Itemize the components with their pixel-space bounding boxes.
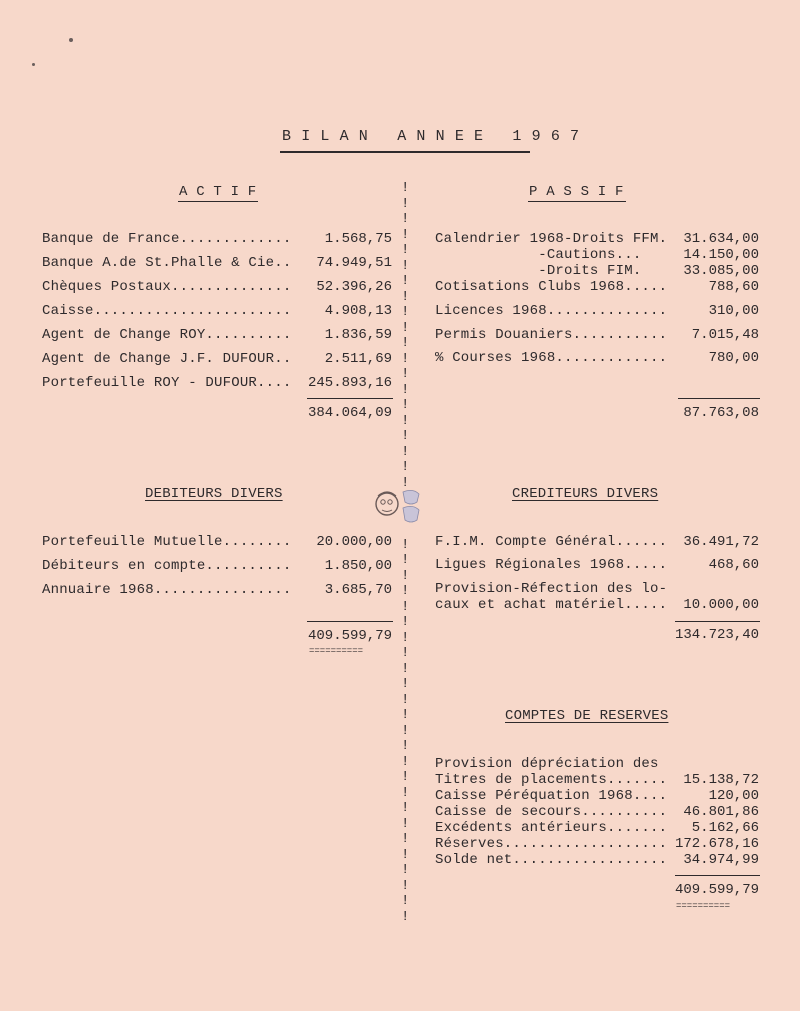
divider-mark: ! [401, 846, 410, 863]
divider-mark: ! [401, 242, 410, 258]
divider-mark: ! [401, 428, 410, 444]
divider-mark: ! [401, 350, 410, 367]
reserves-item-label: Excédents antérieurs....... [435, 820, 668, 836]
divider-mark: ! [401, 769, 410, 785]
divider-mark: ! [401, 443, 410, 460]
divider-mark: ! [401, 908, 410, 925]
divider-mark: ! [401, 691, 410, 708]
actif-item-label: Caisse....................... [42, 303, 292, 319]
divider-mark: ! [401, 257, 410, 274]
passif-item-label: Permis Douaniers........... [435, 327, 668, 343]
divider-mark: ! [401, 877, 410, 894]
passif-total-rule [678, 398, 760, 399]
divider-mark: ! [401, 893, 410, 909]
divider-mark: ! [401, 676, 410, 692]
debiteurs-heading: DEBITEURS DIVERS [145, 486, 283, 502]
divider-mark: ! [401, 815, 410, 832]
reserves-item-amount: 34.974,99 [683, 852, 759, 868]
passif-item-label: Cotisations Clubs 1968..... [435, 279, 668, 295]
divider-mark: ! [401, 645, 410, 661]
crediteurs-item-amount: 36.491,72 [683, 534, 759, 550]
collector-stamp-icon [373, 486, 427, 526]
divider-mark: ! [401, 412, 410, 429]
crediteurs-item-amount: 468,60 [708, 557, 759, 573]
passif-item-amount: 788,60 [708, 279, 759, 295]
divider-mark: ! [401, 474, 410, 491]
divider-mark: ! [401, 707, 410, 723]
divider-mark: ! [401, 273, 410, 289]
reserves-item-label: Caisse de secours.......... [435, 804, 668, 820]
document-title: B I L A N A N N E E 1 9 6 7 [282, 128, 580, 145]
passif-item-amount: 7.015,48 [691, 327, 759, 343]
actif-item-label: Chèques Postaux.............. [42, 279, 292, 295]
reserves-item-amount: 46.801,86 [683, 804, 759, 820]
paper-stain [32, 63, 35, 66]
debiteurs-item-label: Annuaire 1968................ [42, 582, 292, 598]
actif-item-label: Portefeuille ROY - DUFOUR.... [42, 375, 292, 391]
reserves-item-amount: 5.162,66 [691, 820, 759, 836]
divider-mark: ! [401, 381, 410, 398]
reserves-total-rule [675, 875, 760, 876]
debiteurs-total-rule [307, 621, 393, 622]
actif-item-label: Agent de Change J.F. DUFOUR.. [42, 351, 292, 367]
crediteurs-item-label: Ligues Régionales 1968..... [435, 557, 668, 573]
divider-mark: ! [401, 800, 410, 816]
divider-mark: ! [401, 288, 410, 305]
crediteurs-item-label: Provision-Réfection des lo- [435, 581, 668, 597]
actif-item-label: Banque A.de St.Phalle & Cie.. [42, 255, 292, 271]
debiteurs-double-rule: ========== [309, 646, 364, 656]
reserves-item-label: Caisse Péréquation 1968.... [435, 788, 668, 804]
debiteurs-item-label: Débiteurs en compte.......... [42, 558, 292, 574]
passif-item-amount: 31.634,00 [683, 231, 759, 247]
crediteurs-item-amount: 10.000,00 [683, 597, 759, 613]
divider-mark: ! [401, 614, 410, 630]
passif-heading: P A S S I F [529, 184, 624, 200]
divider-mark: ! [401, 784, 410, 801]
divider-mark: ! [401, 335, 410, 351]
passif-item-label: -Cautions... [435, 247, 642, 263]
divider-mark: ! [401, 211, 410, 227]
divider-mark: ! [401, 226, 410, 243]
divider-mark: ! [401, 738, 410, 754]
actif-total: 384.064,09 [307, 405, 392, 421]
divider-mark: ! [401, 397, 410, 413]
debiteurs-item-amount: 1.850,00 [324, 558, 392, 574]
actif-item-label: Banque de France............. [42, 231, 292, 247]
debiteurs-item-amount: 20.000,00 [316, 534, 392, 550]
divider-mark: ! [401, 567, 410, 584]
debiteurs-item-label: Portefeuille Mutuelle........ [42, 534, 292, 550]
crediteurs-item-label: F.I.M. Compte Général...... [435, 534, 668, 550]
divider-mark: ! [401, 536, 410, 553]
divider-mark: ! [401, 862, 410, 878]
divider-mark: ! [401, 366, 410, 382]
actif-item-amount: 2.511,69 [324, 351, 392, 367]
divider-mark: ! [401, 552, 410, 568]
divider-mark: ! [401, 583, 410, 599]
crediteurs-heading: CREDITEURS DIVERS [512, 486, 659, 502]
reserves-item-amount: 172.678,16 [674, 836, 759, 852]
actif-item-label: Agent de Change ROY.......... [42, 327, 292, 343]
paper-stain [69, 38, 73, 42]
divider-mark: ! [401, 722, 410, 739]
actif-item-amount: 1.836,59 [324, 327, 392, 343]
divider-mark: ! [401, 629, 410, 646]
crediteurs-total-rule [675, 621, 760, 622]
passif-item-label: Calendrier 1968-Droits FFM. [435, 231, 668, 247]
divider-mark: ! [401, 304, 410, 320]
divider-mark: ! [401, 459, 410, 475]
reserves-item-label: Provision dépréciation des [435, 756, 659, 772]
actif-item-amount: 52.396,26 [316, 279, 392, 295]
divider-mark: ! [401, 195, 410, 212]
divider-mark: ! [401, 831, 410, 847]
passif-total: 87.763,08 [683, 405, 759, 421]
divider-mark: ! [401, 753, 410, 770]
actif-item-amount: 245.893,16 [307, 375, 392, 391]
passif-heading-underline [528, 201, 626, 202]
divider-mark: ! [401, 598, 410, 615]
reserves-item-label: Titres de placements....... [435, 772, 668, 788]
passif-item-label: -Droits FIM. [435, 263, 642, 279]
reserves-item-amount: 15.138,72 [683, 772, 759, 788]
divider-mark: ! [401, 319, 410, 336]
actif-heading-underline [178, 201, 258, 202]
actif-total-rule [307, 398, 393, 399]
crediteurs-total: 134.723,40 [674, 627, 759, 643]
actif-item-amount: 4.908,13 [324, 303, 392, 319]
actif-item-amount: 74.949,51 [316, 255, 392, 271]
reserves-double-rule: ========== [676, 901, 731, 911]
passif-item-amount: 780,00 [708, 350, 759, 366]
passif-item-amount: 14.150,00 [683, 247, 759, 263]
reserves-item-label: Réserves................... [435, 836, 668, 852]
actif-item-amount: 1.568,75 [324, 231, 392, 247]
debiteurs-total: 409.599,79 [307, 628, 392, 644]
passif-item-amount: 33.085,00 [683, 263, 759, 279]
crediteurs-item-label: caux et achat matériel..... [435, 597, 668, 613]
debiteurs-item-amount: 3.685,70 [324, 582, 392, 598]
divider-mark: ! [401, 660, 410, 677]
passif-item-label: % Courses 1968............. [435, 350, 668, 366]
reserves-heading: COMPTES DE RESERVES [505, 708, 669, 724]
reserves-item-label: Solde net.................. [435, 852, 668, 868]
title-underline [280, 151, 530, 153]
reserves-total: 409.599,79 [674, 882, 759, 898]
passif-item-label: Licences 1968.............. [435, 303, 668, 319]
actif-heading: A C T I F [179, 184, 257, 200]
reserves-item-amount: 120,00 [708, 788, 759, 804]
passif-item-amount: 310,00 [708, 303, 759, 319]
divider-mark: ! [401, 180, 410, 196]
